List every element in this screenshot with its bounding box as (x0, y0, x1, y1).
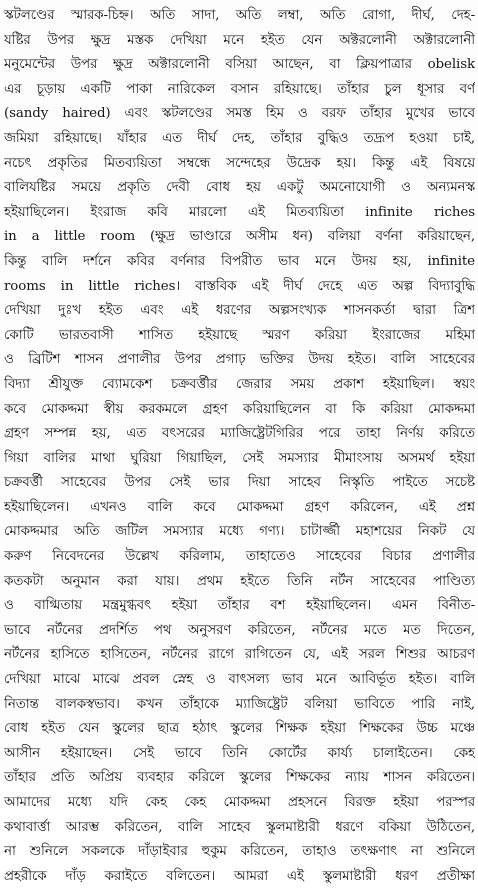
text-line: দেখিয়া মাঝে মাঝে প্রবল স্নেহ ও বাৎসল্য ভাব মনে আবির্ভূত হইত। বালি (4, 672, 475, 688)
text-line: হইয়াছিলেন। ইংরাজ কবি মারলো এই মিতব্যয়িতা infinite riches (4, 204, 475, 220)
text-line: আসীন হইয়াছেন। সেই ভাবে তিনি কোর্টের কার্য্য চালাইতেন। কেহ (4, 745, 475, 761)
text-line: আমাদের মধ্যে যদি কেহ কেহ মোকদ্দমা প্রহসনে বিরক্ত হইয়া পরস্পর (4, 795, 475, 810)
text-line: rooms in little riches। বাস্তবিক এই দীর্ঘ দেহে এত অল্প বিদ্যাবুদ্ধি (4, 278, 475, 294)
text-line: in a little room (ক্ষুদ্র ভাণ্ডারে অসীম ধন) বলিয়া বর্ণনা করিয়াছেন, (4, 229, 475, 245)
text-line: কিন্তু বালি দর্শনে কবির বর্ণনার বিপরীত ভাব মনে উদয় হয়, infinite (4, 253, 475, 269)
text-line: মনুমেন্টের উপর ক্ষুদ্র অক্টারলোনী বসিয়া আছেন, বা ক্লিয়পাত্রার obelisk (4, 57, 475, 73)
text-line: করুণ নিবেদনের উল্লেখ করিলাম, তাহাতেও সাহেবের বিচার প্রণালীর (4, 549, 475, 565)
text-line: কথাবার্ত্তা আরম্ভ করিতেন, বালি সাহেব স্কুলমাষ্টারী ধরণে বকিয়া উঠিতেন, (4, 819, 475, 835)
text-line: বালিযষ্টির সময়ে প্রকৃতি দেবী বোধ হয় একটু অমনোযোগী ও অন্যমনস্ক (4, 180, 475, 196)
text-line: নচেৎ প্রকৃতির মিতব্যয়িতা সম্বন্ধে সন্দেহের উদ্রেক হয়। কিন্তু এই বিষয়ে (4, 155, 475, 171)
text-line: গ্রহণ সম্পন্ন হয়, এত বৎসরের ম্যাজিষ্ট্রেটগিরির পরে তাহা নির্ণয় করিতে (4, 426, 475, 442)
text-line: তাঁহার প্রতি অপ্রিয় ব্যবহার করিলে স্কুলের শিক্ষকের ন্যায় শাসন করিতেন। (4, 770, 475, 786)
text-line: বোধ হইত যেন স্কুলের ছাত্র হঠাৎ স্কুলের শিক্ষক হইয়া শিক্ষকের উচ্চ মঞ্চে (4, 721, 475, 737)
text-line: বিদ্যা শ্রীযুক্ত ব্যোমকেশ চক্রবর্ত্তীর জেরার সময় প্রকাশ হইয়াছিল। স্বয়ং (4, 376, 475, 392)
text-line: চক্রবর্ত্তী সাহেবের উপর সেই ভার দিয়া সাহেব নিস্কৃতি পাইতে সচেষ্ট (4, 475, 475, 491)
text-line: ও ব্রিটিশ শাসন প্রণালীর উপর প্রগাঢ় ভক্তির উদয় হইত। বালি সাহেবের (4, 352, 475, 368)
text-line: হইয়াছিলেন। এখনও বালি কবে মোকদ্দমা গ্রহণ করিলেন, এই প্রশ্ন (4, 499, 475, 515)
text-line: কবে মোকদ্দমা স্বীয় করকমলে গ্রহণ করিয়াছিলেন বা কি করিয়া মোকদ্দমা (4, 401, 475, 417)
text-line: না শুনিলে সকলকে দাঁড়াইবার হুকুম করিতেন, তাহাও তৎক্ষণাৎ না শুনিলে (4, 844, 475, 860)
text-line: মোকদ্দমার অতি জটিল সমস্যার মধ্যে গণ্য। চাটার্জ্জী মহাশয়ের নিকট যে (4, 524, 475, 540)
body-text (4, 4, 475, 889)
text-line: ও বাগ্মিতায় মন্ত্রমুগ্ধবৎ হইয়া তাঁহার বশ হইয়াছিলেন। এমন বিনীত- (4, 598, 475, 614)
text-line: প্রহরীকে দাঁড় করাইতে বলিতেন। আমরা এই স্কুলমাষ্টারী ধরণ প্রতীক্ষা (4, 868, 475, 884)
text-line: (sandy haired) এবং স্কটলণ্ডের সমস্ত হিম ও বরফ তাঁহার মুখের ভাবে (4, 106, 475, 122)
text-line: জমিয়া রহিয়াছে। যাঁহার এত দীর্ঘ দেহ, তাঁহার বুদ্ধিও তদ্রূপ হওয়া চাই, (4, 130, 475, 146)
text-line: নর্টনের হাসিতে হাসিতেন, নর্টনের রাগে রাগিতেন যে, এই সরল শিশুর আচরণ (4, 647, 475, 663)
text-line: এর চূড়ায় একটি পাকা নারিকেল বসান রহিয়াছে। তাঁহার চুল ধূসার বর্ণ (4, 81, 475, 97)
text-line: গিয়া বালির মাথা ঘুরিয়া গিয়াছিল, সেই সমস্যার মীমাংসায় অসমর্থ হইয়া (4, 450, 475, 466)
text-line: ভাবে নর্টনের প্রদর্শিত পথ অনুসরণ করিতেন, নর্টনের মতে মত দিতেন, (4, 622, 475, 638)
text-line: নিতান্ত বালকস্বভাব। কখন তাঁহাকে ম্যাজিষ্ট্রেট বলিয়া ভাবিতে পারি নাই, (4, 696, 475, 712)
text-line: কতকটা অনুমান করা যায়। প্রথম হইতে তিনি নর্টন সাহেবের পাণ্ডিত্য (4, 573, 475, 589)
text-line: দেখিয়া দুঃখ হইত এবং এই ধরণের অল্পসংখ্যক শাসনকর্তা দ্বারা ত্রিশ (4, 303, 475, 319)
text-line: স্কটলণ্ডের স্মারক-চিহ্ন। অতি সাদা, অতি লম্বা, অতি রোগা, দীর্ঘ, দেহ- (4, 8, 475, 23)
text-line: কোটি ভারতবাসী শাসিত হইয়াছে স্মরণ করিয়া ইংরাজের মহিমা (4, 327, 475, 343)
text-line: যষ্টির উপর ক্ষুদ্র মস্তক দেখিয়া মনে হইত যেন অক্টরলোনী অক্টারলোনী (4, 32, 475, 48)
